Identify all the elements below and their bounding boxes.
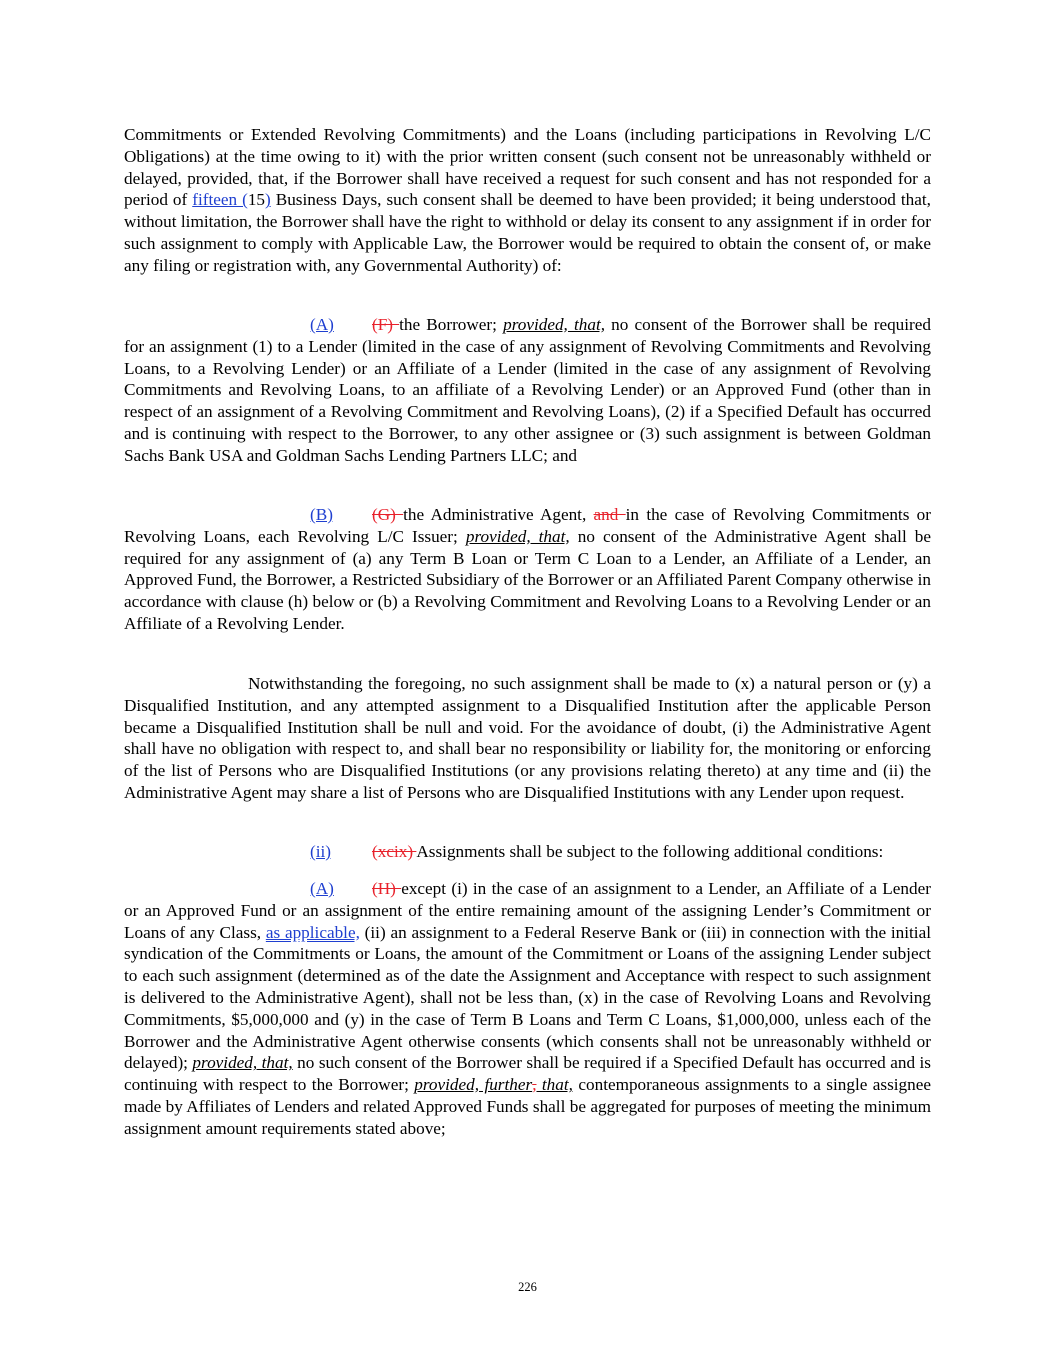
clause-text-3: no consent of the Administrative Agent shall be required for any assignment of (a) any Term B Loan or Term C Loan to a Lender, an Affiliate of a Lender, an Approved Fund, the Borrower, a Restricted Subsidiary of the Borrower or an Affiliated Parent Company otherwise in accordance with clause (h) below or (b) a Revolving Commitment and Revolving Loans to a Revolving Lender or an Affiliate of a Revolving Lender. [124, 526, 931, 633]
clause-marker-new: (ii) [310, 842, 331, 861]
paragraph-A-borrower [124, 314, 931, 467]
intro-text-3: Business Days, such consent shall be deemed to have been provided; it being understood that, without limitation, the Borrower shall have the right to withhold or delay its consent to any assignment if in order for such assignment to comply with Applicable Law, the Borrower would be required to obtain the consent of, or make any filing or registration with, any Governmental Authority) of: [124, 190, 931, 275]
conditions-text: Assignments shall be subject to the following additional conditions: [416, 842, 884, 861]
clause-text-1: the Borrower; [399, 315, 504, 334]
page-number: 226 [518, 1280, 537, 1294]
paragraph-ii-conditions [124, 841, 931, 863]
proviso-text-2b: that, [536, 1075, 573, 1095]
clause-text-4: contemporaneous assignments to a single assignee made by Affiliates of Lenders and related Approved Funds shall be aggregated for purposes of meeting the minimum assignment amount requirements stated above; [124, 1075, 932, 1138]
deleted-and: and [593, 505, 626, 524]
clause-marker-deleted: (F) [372, 315, 400, 334]
clause-text-3: no such consent of the Borrower shall be required if a Specified Default has occurred and is continuing with respect to the Borrower; [124, 1053, 931, 1095]
clause-marker-new: (A) [310, 879, 334, 898]
proviso-text: provided, that, [503, 315, 606, 334]
paragraph-consent-intro [124, 124, 931, 277]
paragraph-notwithstanding [124, 673, 931, 804]
clause-text-1: except (i) in the case of an assignment to a Lender, an Affiliate of a Lender or an Approved Fund or an assignment of the entire remaining amount of the assigning Lender’s Commitment or Loans of any Class, [124, 879, 931, 942]
proviso-text-2a: provided, further [414, 1075, 533, 1095]
clause-marker-deleted: (H) [372, 879, 402, 898]
clause-marker-new: (B) [310, 505, 333, 524]
inserted-fifteen: fifteen ( [192, 190, 248, 210]
clause-marker-deleted: (xcix) [372, 842, 417, 861]
proviso-text-1: provided, that, [192, 1053, 293, 1073]
clause-text-2: no consent of the Borrower shall be required for an assignment (1) to a Lender (limited in the case of any assignment of Revolving Commitments and Revolving Loans, to a Revolving Lender) or an Affiliate of a Lender (limited in the case of any assignment of Revolving Commitments and Revolving Loans, to an affiliate of a Revolving Lender) or an Approved Fund (other than in respect of an assignment of a Revolving Commitment and Revolving Loans), (2) if a Specified Default has occurred and is continuing with respect to the Borrower, to any other assignee or (3) such assignment is between Goldman Sachs Bank USA and Goldman Sachs Lending Partners LLC; and [124, 315, 931, 465]
intro-text-2: 15 [247, 190, 265, 210]
notwithstanding-text: Notwithstanding the foregoing, no such assignment shall be made to (x) a natural person or (y) a Disqualified Institution, and any attempted assignment to a Disqualified Institution after the applicable Person became a Disqualified Institution shall be null and void. For the avoidance of doubt, (i) the Administrative Agent shall have no obligation with respect to, and shall bear no responsibility or liability for, the monitoring or enforcing of the list of Persons who are Disqualified Institutions (or any provisions relating thereto) at any time and (ii) the Administrative Agent may share a list of Persons who are Disqualified Institutions with any Lender upon request. [124, 674, 931, 802]
clause-marker-deleted: (G) [372, 505, 404, 524]
paragraph-B-admin-agent [124, 504, 931, 635]
inserted-as-applicable: as applicable, [265, 922, 360, 942]
deleted-comma: , [532, 1075, 537, 1095]
clause-text-2: (ii) an assignment to a Federal Reserve Bank or (iii) in connection with the initial syndication of the Commitments or Loans, the amount of the Commitment or Loans of the assigning Lender subject to each such assignment (determined as of the date the Assignment and Acceptance with respect to such assignment is delivered to the Administrative Agent), shall not be less than, (x) in the case of Revolving Loans and Revolving Commitments, $5,000,000 and (y) in the case of Term B Loans and Term C Loans, $1,000,000, unless each of the Borrower and the Administrative Agent otherwise consents (which consents shall not be unreasonably withheld or delayed); [124, 922, 931, 1073]
clause-text-2: in the case of Revolving Commitments or Revolving Loans, each Revolving L/C Issuer; [124, 505, 931, 546]
clause-marker-new: (A) [310, 315, 334, 334]
inserted-paren: ) [265, 190, 271, 210]
paragraph-ii-A-minimum [124, 878, 931, 1140]
proviso-text: provided, that, [465, 526, 570, 546]
clause-text-1: the Administrative Agent, [403, 505, 594, 524]
intro-text-1: Commitments or Extended Revolving Commitments) and the Loans (including participations in Revolving L/C Obligations) at the time owing to it) with the prior written consent (such consent not be unreasonably withheld or delayed, provided, that, if the Borrower shall have received a request for such consent and has not responded for a period of [124, 125, 931, 210]
